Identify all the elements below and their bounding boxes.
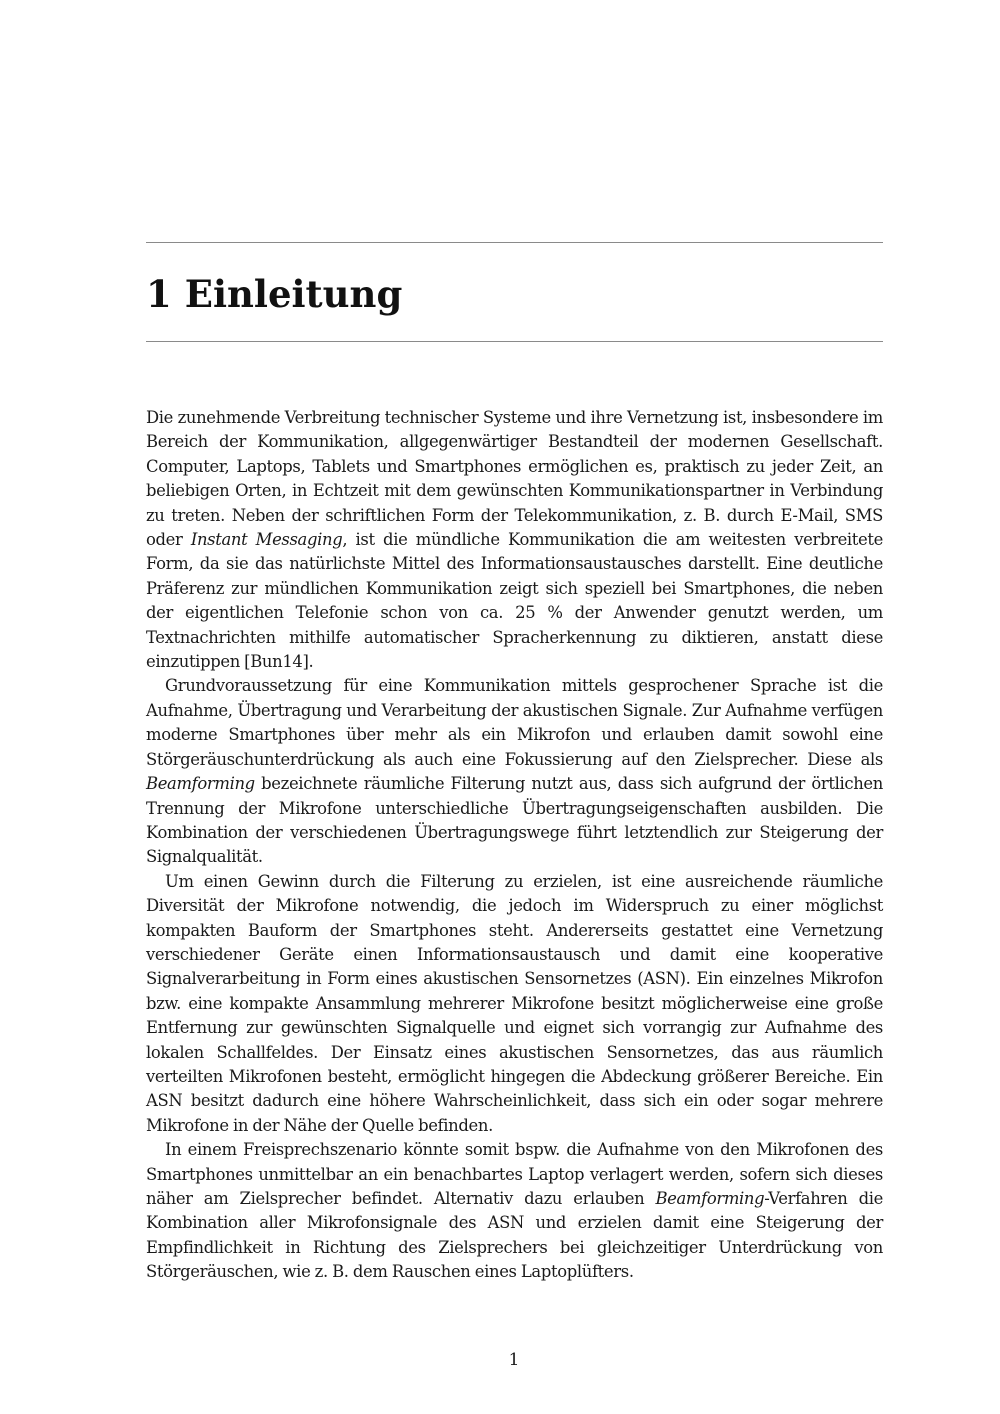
body-text [146,406,883,1285]
chapter-rule-top [146,242,883,243]
paragraph [146,406,883,674]
paragraph [146,674,883,869]
chapter-rule-bottom [146,341,883,342]
chapter-heading [146,268,402,320]
paragraph-text: In einem Freisprechszenario könnte somit bspw. die Aufnahme von den Mikrofonen des Smartphones unmittelbar an ein benachbartes Laptop verlagert werden, sofern sich dieses näher am Zielsprecher befindet. Alternativ dazu erlauben [146,1140,883,1208]
emphasized-term: Beamforming [655,1189,765,1208]
emphasized-term: Beamforming [146,774,255,794]
paragraph [146,1138,883,1284]
paragraph-text: Grundvoraussetzung für eine Kommunikation mittels gesprochener Sprache ist die Aufnahme, Übertragung und Verarbeitung der akustischen Signale. Zur Aufnahme verfügen moderne Smartphones über mehr als ein Mikrofon und erlauben damit sowohl eine Störgeräuschunterdrückung als auch eine Fokussierung auf den Zielsprecher. Diese als [146,676,883,769]
paragraph-text: -Verfahren die Kombination aller Mikrofonsignale des ASN und erzielen damit eine Steigerung der Empfindlichkeit in Richtung des Zielsprechers bei gleichzeitiger Unterdrückung von Störgeräuschen, wie z. B. dem Rauschen eines Laptoplüfters. [146,1189,884,1282]
chapter-number: 1 [146,272,172,316]
chapter-title: Einleitung [184,272,403,316]
paragraph-text: , ist die mündliche Kommunikation die am weitesten verbreitete Form, da sie das natürlichste Mittel des Informationsaustausches darstellt. Eine deutliche Präferenz zur mündlichen Kommunikation zeigt sich speziell bei Smartphones, die neben der eigentlichen Telefonie schon von ca. 25 % der Anwender genutzt werden, um Textnachrichten mithilfe automatischer Spracherkennung zu diktieren, anstatt diese einzutippen [Bun14]. [146,530,883,672]
paragraph-text: Die zunehmende Verbreitung technischer Systeme und ihre Vernetzung ist, insbesondere im Bereich der Kommunikation, allgegenwärtiger Bestandteil der modernen Gesellschaft. Computer, Laptops, Tablets und Smartphones ermöglichen es, praktisch zu jeder Zeit, an beliebigen Orten, in Echtzeit mit dem gewünschten Kommunikationspartner in Verbindung zu treten. Neben der schriftlichen Form der Telekommunikation, z. B. durch E-Mail, SMS oder [146,408,883,550]
paragraph-text: Um einen Gewinn durch die Filterung zu erzielen, ist eine ausreichende räumliche Diversität der Mikrofone notwendig, die jedoch im Widerspruch zu einer möglichst kompakten Bauform der Smartphones steht. Andererseits gestattet eine Vernetzung verschiedener Geräte einen Informationsaustausch und damit eine kooperative Signalverarbeitung in Form eines akustischen Sensornetzes (ASN). Ein einzelnes Mikrofon bzw. eine kompakte Ansammlung mehrerer Mikrofone besitzt möglicherweise eine große Entfernung zur gewünschten Signalquelle und eignet sich vorrangig zur Aufnahme des lokalen Schallfeldes. Der Einsatz eines akustischen Sensornetzes, das aus räumlich verteilten Mikrofonen besteht, ermöglicht hingegen die Abdeckung größerer Bereiche. Ein ASN besitzt dadurch eine höhere Wahrscheinlichkeit, dass sich ein oder sogar mehrere Mikrofone in der Nähe der Quelle befinden. [146,871,883,1135]
paragraph [146,870,883,1138]
page-number: 1 [508,1350,520,1370]
paragraph-text: bezeichnete räumliche Filterung nutzt aus, dass sich aufgrund der örtlichen Trennung der Mikrofone unterschiedliche Übertragungseigenschaften ausbilden. Die Kombination der verschiedenen Übertragungswege führt letztendlich zur Steigerung der Signalqualität. [146,774,883,867]
emphasized-term: Instant Messaging [190,530,343,550]
